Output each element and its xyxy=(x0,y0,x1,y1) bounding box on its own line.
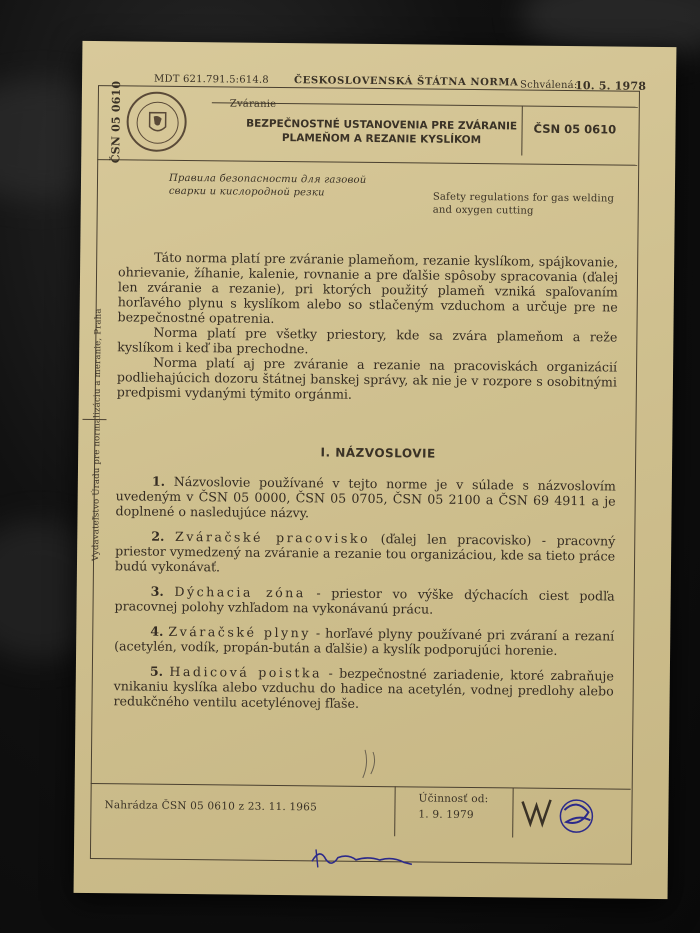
replaces-note: Nahrádza ČSN 05 0610 z 23. 11. 1965 xyxy=(104,799,318,814)
intro-paragraph: Norma platí pre všetky priestory, kde sa zvára plameňom a reže kyslíkom i keď iba prechodne. xyxy=(117,324,618,357)
document-title xyxy=(241,117,521,148)
item-text: Názvoslovie používané v tejto norme je v súlade s názvoslovím uvedeným v ČSN 05 0000, ČSN 05 0705, ČSN 05 2100 a ČSN 69 4911 a je doplnené o nasledujúce názvy. xyxy=(115,473,616,521)
effective-date: 1. 9. 1979 xyxy=(418,808,474,822)
english-title xyxy=(433,191,615,219)
item-term: Zváračské plyny xyxy=(168,623,311,641)
item-number: 3. xyxy=(150,583,164,599)
side-standard-number: ČSN 05 0610 xyxy=(109,80,124,164)
title-line-2: PLAMEŇOM A REZANIE KYSLÍKOM xyxy=(281,132,482,147)
standard-number: ČSN 05 0610 xyxy=(533,121,617,137)
russian-title-line-2: сварки и кислородной резки xyxy=(168,185,325,199)
seal-emblem-icon xyxy=(136,101,178,143)
english-title-line-2: and oxygen cutting xyxy=(432,204,534,217)
russian-title-line-1: Правила безопасности для газовой xyxy=(168,172,367,186)
standards-office-seal xyxy=(126,91,187,152)
handwritten-initials-icon xyxy=(518,792,608,839)
definition-item xyxy=(115,473,615,523)
handwritten-signature-icon xyxy=(308,843,418,874)
fold-mark xyxy=(83,419,107,420)
item-text: - bezpečnostné zariadenie, ktoré zabraňuje vnikaniu kyslíka alebo vzduchu do hadice na acetylén, vodnej predlohy alebo redukčného ventilu acetylénovej fľaše. xyxy=(113,665,614,711)
lion-emblem-icon xyxy=(137,102,177,142)
document-page xyxy=(74,41,677,899)
pencil-mark-icon xyxy=(359,744,389,784)
item-number: 4. xyxy=(150,623,164,639)
mdt-code: MDT 621.791.5:614.8 xyxy=(154,73,269,86)
definitions-list xyxy=(113,473,616,723)
category-label: Zváranie xyxy=(229,98,277,110)
effective-label: Účinnosť od: xyxy=(418,792,489,806)
russian-title xyxy=(169,172,367,200)
item-term: Hadicová poistka xyxy=(169,663,323,681)
definition-item xyxy=(113,663,613,713)
intro-text xyxy=(117,249,619,404)
definition-item xyxy=(114,623,614,658)
approved-date: 10. 5. 1978 xyxy=(574,79,647,93)
item-number: 5. xyxy=(149,663,164,679)
item-text: - horľavé plyny používané pri zváraní a rezaní (acetylén, vodík, propán-bután a ďalšie) a kyslík podporujúci horenie. xyxy=(114,625,615,658)
intro-paragraph: Norma platí aj pre zváranie a rezanie na pracoviskách organizácií podliehajúcich dozoru štátnej banskej správy, ak nie je v rozpore s osobitnými predpismi vydanými týmito orgánmi. xyxy=(116,354,618,402)
item-number: 2. xyxy=(151,528,165,544)
item-text: - priestor vo výške dýchacích ciest podľa pracovnej polohy vzhľadom na vykonávanú prácu. xyxy=(114,585,615,617)
publisher-note: Vydavateľstvo Úradu pre normalizáciu a meranie, Praha xyxy=(91,308,104,562)
approved-label: Schválená: xyxy=(519,79,578,92)
intro-paragraph: Táto norma platí pre zváranie plameňom, rezanie kyslíkom, spájkovanie, ohrievanie, žíhanie, kalenie, rovnanie a pre ďalšie spôsoby spracovania (ďalej len zváranie a rezanie), pri ktorých použitý plameň vzniká spaľovaním horľavého plynu s kyslíkom alebo so stlačeným vzduchom a určuje pre ne bezpečnostné opatrenia. xyxy=(117,249,619,326)
item-text: (ďalej len pracovisko) - pracovný priestor vymedzený na zváranie a rezanie tou organizáciou, kde sa tieto práce budú vykonávať. xyxy=(114,531,616,575)
definition-item xyxy=(114,583,614,618)
title-line-1: BEZPEČNOSTNÉ USTANOVENIA PRE ZVÁRANIE xyxy=(246,117,518,133)
item-term: Dýchacia zóna xyxy=(174,583,306,601)
section-title: I. NÁZVOSLOVIE xyxy=(320,445,436,461)
definition-item xyxy=(115,528,615,578)
english-title-line-1: Safety regulations for gas welding xyxy=(432,191,615,205)
item-term: Zváračské pracovisko xyxy=(174,528,371,546)
national-standard-title: ČESKOSLOVENSKÁ ŠTÁTNA NORMA xyxy=(294,75,519,89)
item-number: 1. xyxy=(151,473,166,489)
